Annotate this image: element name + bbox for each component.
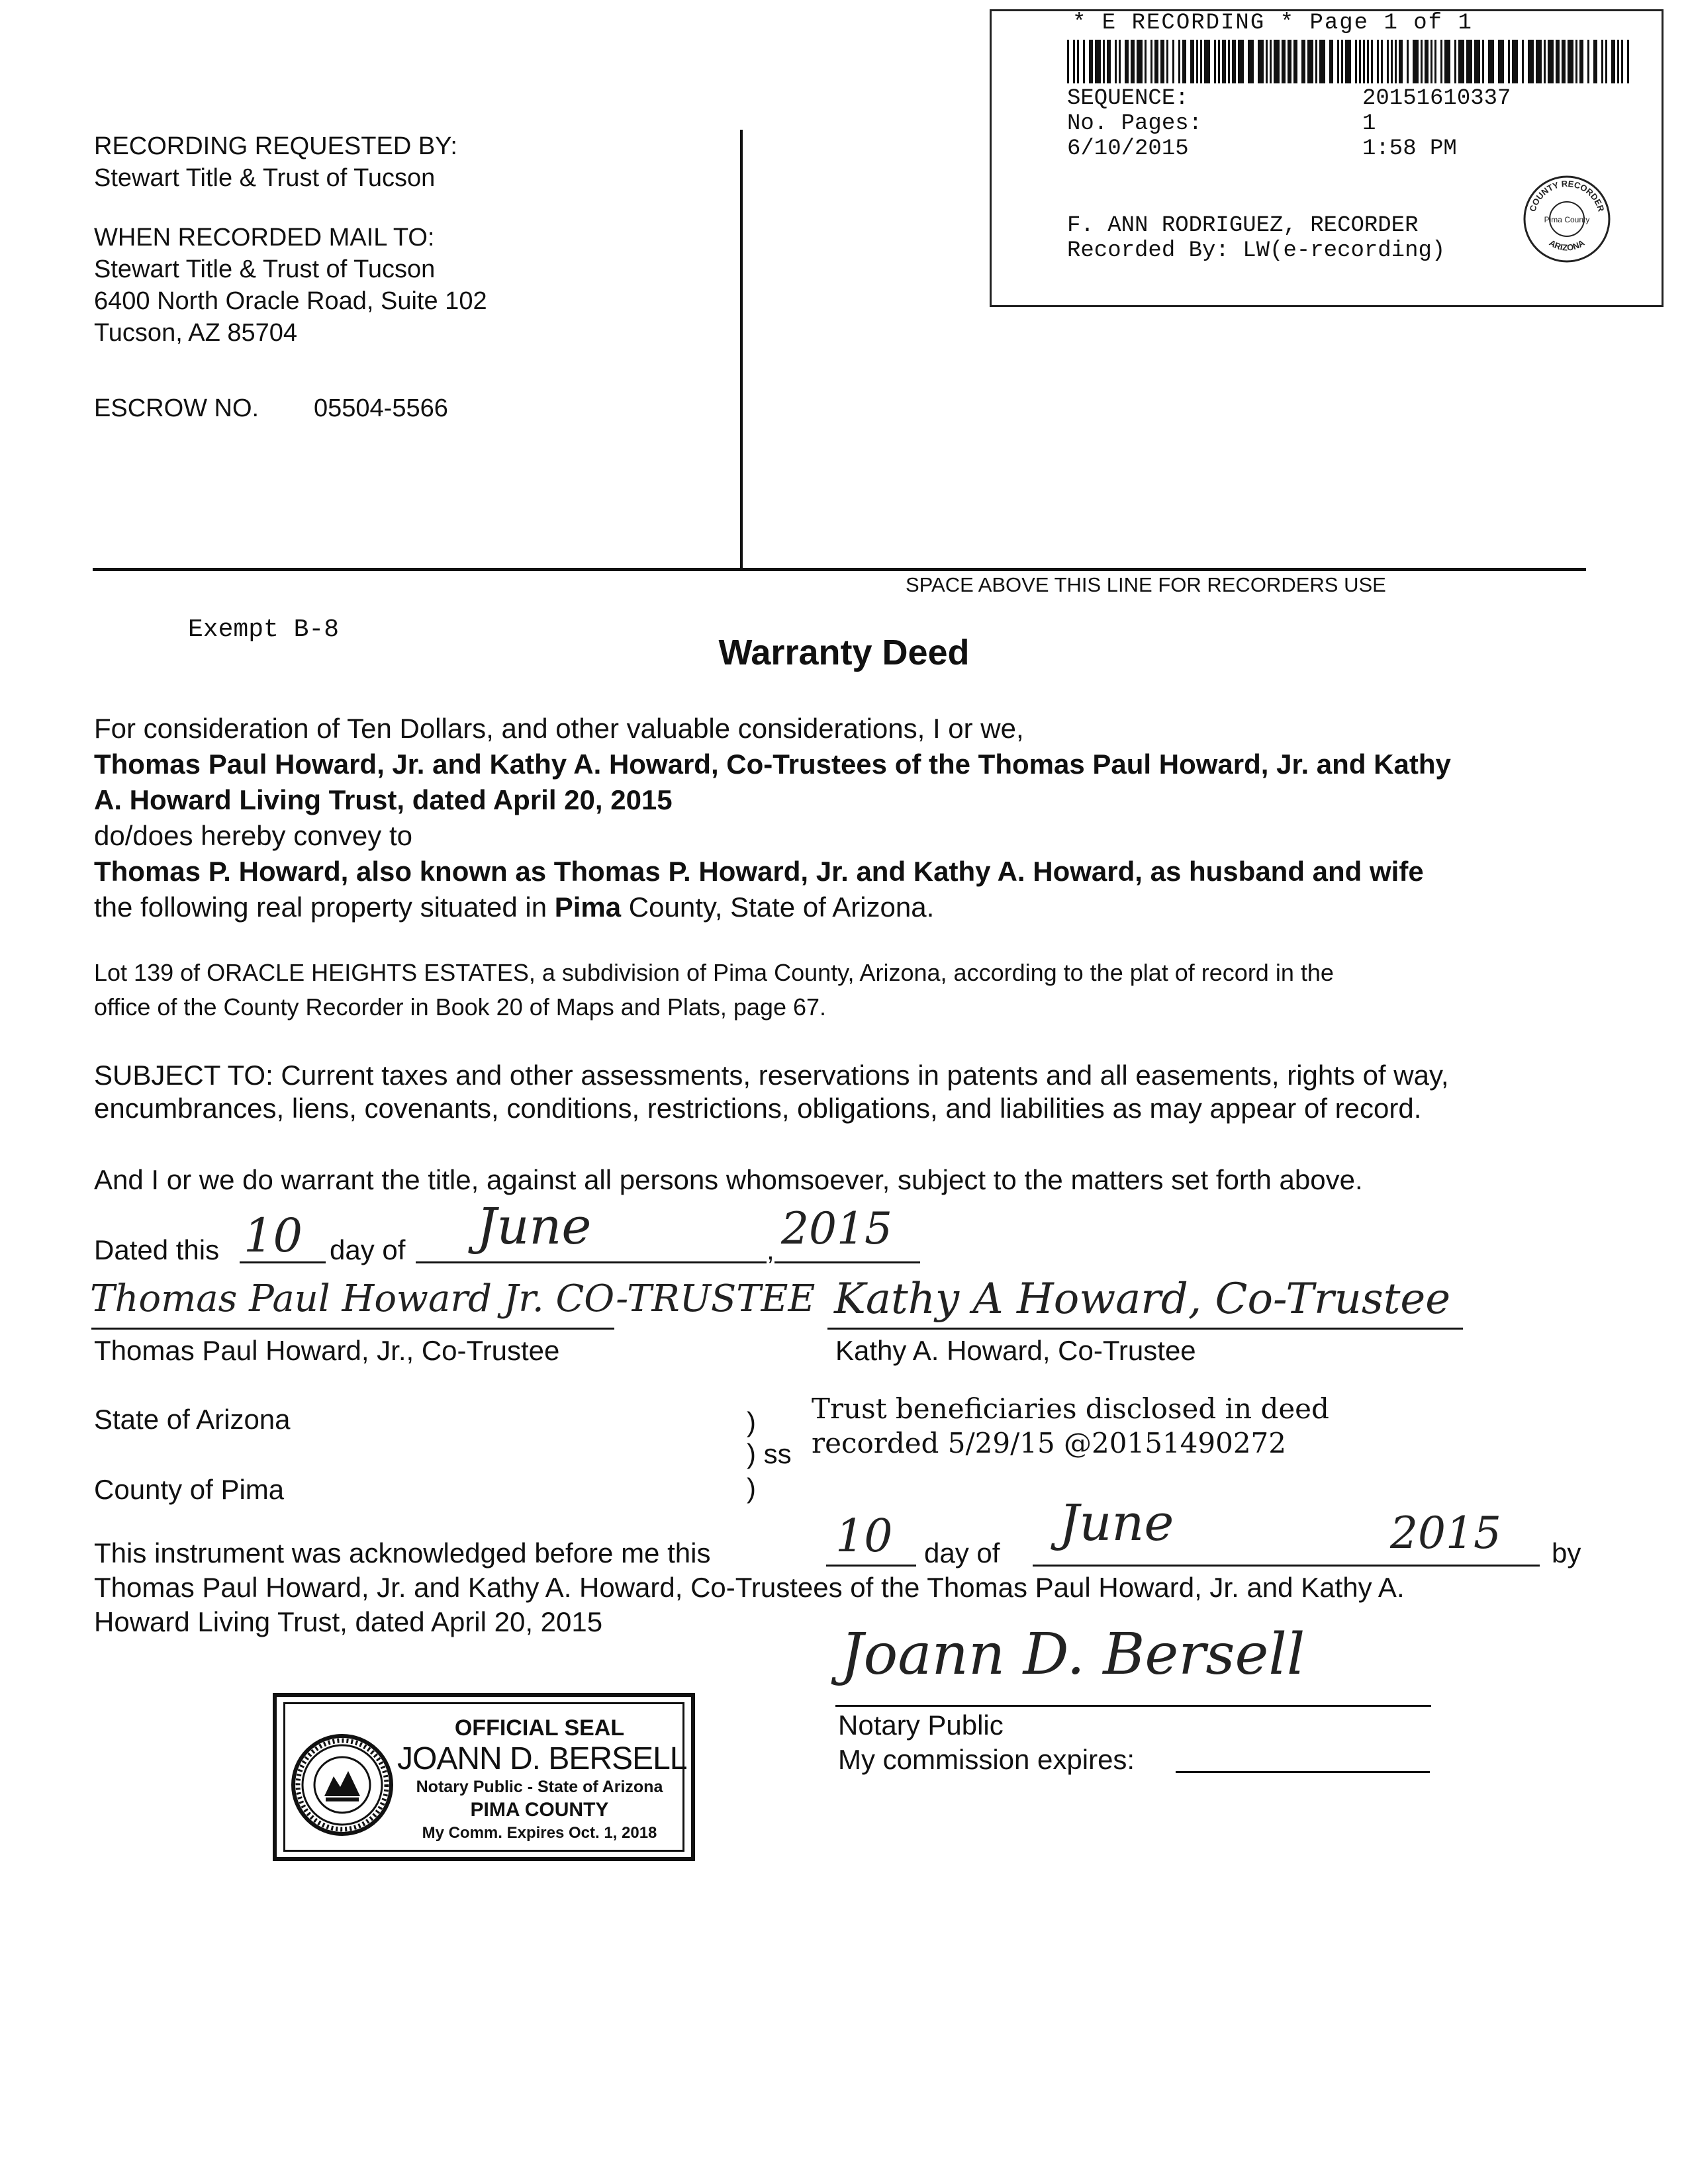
- notary-title: Notary Public: [838, 1709, 1004, 1741]
- ack-line-3: Howard Living Trust, dated April 20, 2015: [94, 1606, 603, 1637]
- recorder-space-divider: [93, 568, 1586, 571]
- property-post: County, State of Arizona.: [621, 891, 935, 923]
- consideration-text: For consideration of Ten Dollars, and other valuable considerations, I or we,: [94, 713, 1024, 744]
- beneficiary-note-line-2: recorded 5/29/15 @20151490272: [812, 1427, 1286, 1459]
- sequence-value: 20151610337: [1362, 86, 1511, 111]
- notary-signature: Joann D. Bersell: [841, 1621, 1305, 1688]
- signer-name-kathy: Kathy A. Howard, Co-Trustee: [835, 1335, 1196, 1366]
- ack-month-line: [1033, 1565, 1383, 1567]
- property-county: Pima: [554, 891, 622, 923]
- dated-year-line: [774, 1261, 920, 1263]
- signature-line-kathy: [827, 1328, 1463, 1330]
- mail-to-city: Tucson, AZ 85704: [94, 319, 298, 347]
- notary-signature-line: [835, 1705, 1431, 1707]
- warrant-text: And I or we do warrant the title, against all persons whomsoever, subject to the matters set forth above.: [94, 1164, 1363, 1195]
- venue-ss: ) ss: [747, 1438, 792, 1469]
- venue-state: State of Arizona: [94, 1404, 291, 1435]
- requested-by: Stewart Title & Trust of Tucson: [94, 164, 436, 192]
- venue-county: County of Pima: [94, 1474, 285, 1505]
- escrow-number: 05504-5566: [314, 394, 448, 422]
- document-title: Warranty Deed: [718, 633, 970, 672]
- arizona-state-seal-icon: [290, 1733, 395, 1837]
- escrow-label: ESCROW NO.: [94, 394, 259, 422]
- dated-comma: ,: [767, 1234, 774, 1265]
- svg-text:ARIZONA: ARIZONA: [1547, 238, 1587, 253]
- mail-to-name: Stewart Title & Trust of Tucson: [94, 255, 436, 283]
- dated-day: 10: [244, 1208, 303, 1263]
- notary-commission-label: My commission expires:: [838, 1744, 1135, 1775]
- recording-date: 6/10/2015: [1067, 136, 1189, 161]
- county-recorder-seal: [1521, 173, 1613, 265]
- ack-year-line: [1383, 1565, 1540, 1567]
- grantees: Thomas P. Howard, also known as Thomas P. Howard, Jr. and Kathy A. Howard, as husband and wife: [94, 856, 1424, 887]
- dated-day-of: day of: [330, 1234, 406, 1265]
- requested-by-label: RECORDING REQUESTED BY:: [94, 132, 457, 160]
- ack-day-line: [826, 1565, 916, 1567]
- svg-text:COUNTY RECORDER: COUNTY RECORDER: [1527, 178, 1607, 213]
- legal-description-line-1: Lot 139 of ORACLE HEIGHTS ESTATES, a subdivision of Pima County, Arizona, according to the plat of record in the: [94, 959, 1334, 986]
- recording-time: 1:58 PM: [1362, 136, 1457, 161]
- subject-to-line-1: SUBJECT TO: Current taxes and other assessments, reservations in patents and all easements, rights of way,: [94, 1060, 1449, 1091]
- ack-year: 2015: [1390, 1508, 1501, 1559]
- signature-thomas: Thomas Paul Howard Jr. CO-TRUSTEE: [90, 1277, 816, 1320]
- signature-kathy: Kathy A Howard, Co-Trustee: [834, 1275, 1451, 1324]
- dated-year: 2015: [781, 1203, 892, 1254]
- ack-day: 10: [835, 1510, 893, 1563]
- recorder-name: F. ANN RODRIGUEZ, RECORDER: [1067, 213, 1419, 238]
- ack-pre: This instrument was acknowledged before me this: [94, 1537, 711, 1569]
- property-pre: the following real property situated in: [94, 891, 555, 923]
- dated-label: Dated this: [94, 1234, 220, 1265]
- pages-label: No. Pages:: [1067, 111, 1203, 136]
- legal-description-line-2: office of the County Recorder in Book 20 of Maps and Plats, page 67.: [94, 993, 827, 1021]
- dated-month-line: [416, 1261, 767, 1263]
- ack-line-2: Thomas Paul Howard, Jr. and Kathy A. Howard, Co-Trustees of the Thomas Paul Howard, Jr. and Kathy A.: [94, 1572, 1405, 1603]
- convey-text: do/does hereby convey to: [94, 820, 412, 851]
- space-above-note: SPACE ABOVE THIS LINE FOR RECORDERS USE: [906, 573, 1386, 596]
- mail-to-label: WHEN RECORDED MAIL TO:: [94, 224, 435, 251]
- grantors-line-2: A. Howard Living Trust, dated April 20, 2015: [94, 784, 673, 815]
- barcode: [1067, 40, 1630, 83]
- pages-value: 1: [1362, 111, 1376, 136]
- recorded-by: Recorded By: LW(e-recording): [1067, 238, 1446, 263]
- seal-line-5: My Comm. Expires Oct. 1, 2018: [422, 1824, 657, 1842]
- sequence-label: SEQUENCE:: [1067, 86, 1189, 111]
- mail-to-street: 6400 North Oracle Road, Suite 102: [94, 287, 487, 315]
- exempt-code: Exempt B-8: [188, 615, 340, 644]
- property-location: [94, 889, 934, 925]
- seal-line-2: JOANN D. BERSELL: [397, 1741, 687, 1776]
- signer-name-thomas: Thomas Paul Howard, Jr., Co-Trustee: [94, 1335, 560, 1366]
- ack-by: by: [1552, 1537, 1581, 1569]
- beneficiary-note-line-1: Trust beneficiaries disclosed in deed: [812, 1392, 1329, 1425]
- venue-paren-1: ): [747, 1406, 756, 1437]
- header-vertical-divider: [740, 130, 743, 569]
- venue-paren-2: ): [747, 1473, 756, 1504]
- grantors-line-1: Thomas Paul Howard, Jr. and Kathy A. Howard, Co-Trustees of the Thomas Paul Howard, Jr. and Kathy: [94, 749, 1451, 780]
- seal-line-1: OFFICIAL SEAL: [454, 1715, 625, 1741]
- svg-text:Pima County: Pima County: [1544, 215, 1590, 224]
- recorder-header: * E RECORDING * Page 1 of 1: [1072, 11, 1473, 36]
- dated-month: June: [477, 1197, 592, 1255]
- ack-day-of: day of: [924, 1537, 1000, 1569]
- seal-line-3: Notary Public - State of Arizona: [416, 1778, 663, 1796]
- seal-line-4: PIMA COUNTY: [470, 1799, 609, 1821]
- signature-line-thomas: [91, 1328, 614, 1330]
- subject-to-line-2: encumbrances, liens, covenants, conditions, restrictions, obligations, and liabilities as may appear of record.: [94, 1093, 1422, 1124]
- ack-month: June: [1059, 1493, 1174, 1552]
- notary-commission-line: [1176, 1771, 1430, 1773]
